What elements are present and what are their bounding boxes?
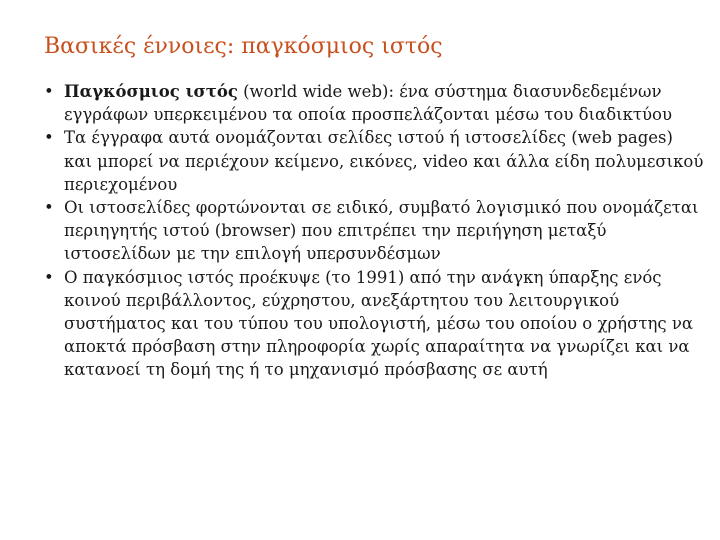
bullet-item xyxy=(44,266,704,382)
bullet-icon: • xyxy=(44,198,54,218)
bullet-icon: • xyxy=(44,82,54,101)
bullet-icon: • xyxy=(44,267,54,287)
bullet-item xyxy=(44,80,704,126)
bullet-text: Τα έγγραφα αυτά ονομάζονται σελίδες ιστού ή ιστοσελίδες (web pages) και μπορεί να περιέχουν κείμενο, εικόνες, video και άλλα είδη πολυμεσικού περιεχομένου xyxy=(64,128,704,194)
bullet-item xyxy=(44,126,704,196)
bullet-icon: • xyxy=(44,128,54,148)
bullet-text: Ο παγκόσμιος ιστός προέκυψε (το 1991) από την ανάγκη ύπαρξης ενός κοινού περιβάλλοντος, εύχρηστου, ανεξάρτητου του λειτουργικού συστήματος και του τύπου του υπολογιστή, μέσω του οποίου ο χρήστης να αποκτά πρόσβαση στην πληροφορία χωρίς απαραίτητα να γνωρίζει και να κατανοεί τη δομή της ή το μηχανισμό πρόσβασης σε αυτή xyxy=(64,267,693,380)
bullet-text: Οι ιστοσελίδες φορτώνονται σε ειδικό, συμβατό λογισμικό που ονομάζεται περιηγητής ιστού (browser) που επιτρέπει την περιήγηση μεταξύ ιστοσελίδων με την επιλογή υπερσυνδέσμων xyxy=(64,198,699,264)
slide-title: Βασικές έννοιες: παγκόσμιος ιστός xyxy=(44,34,443,59)
bullet-text: (world wide web): ένα σύστημα διασυνδεδεμένων εγγράφων υπερκειμένου τα οποία προσπελάζονται μέσω του διαδικτύου xyxy=(64,82,673,125)
bullet-list xyxy=(44,80,704,382)
bullet-item xyxy=(44,196,704,266)
bullet-term: Παγκόσμιος ιστός xyxy=(64,82,238,101)
